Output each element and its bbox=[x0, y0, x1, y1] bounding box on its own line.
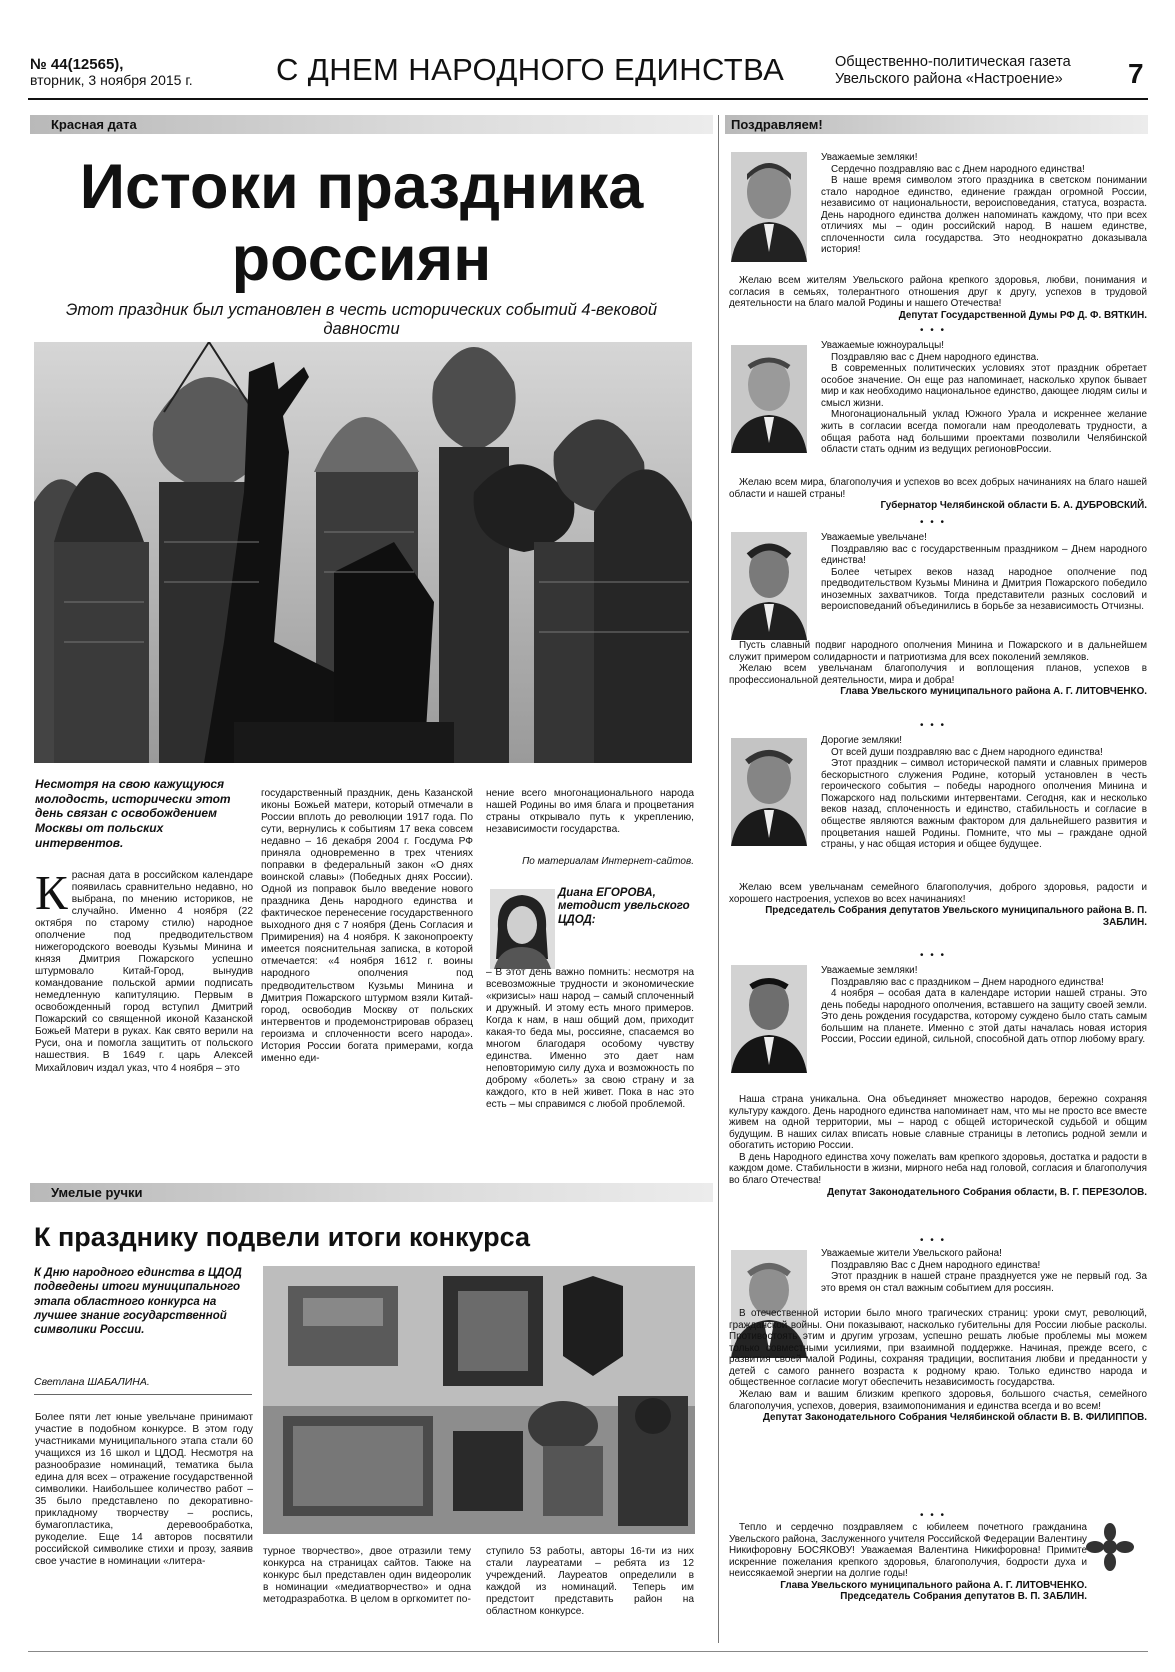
congrat-4-para: Этот праздник – символ исторической памяти и славных примеров бескорыстного служения Родине, который установлен в честь героического события – победы народного ополчения Минина и Пожарского над польскими интервентами. Сегодня, как и несколько веков назад, сплоченность и единство, стабильность и согласие в обществе являются важным фактором для дальнейшего развития и процветания нашей Родины. Помните, что мы – граждане одной страны, у нас общая история и общее будущее. bbox=[821, 758, 1147, 851]
congrat-4-signature: Председатель Собрания депутатов Увельского муниципального района В. П. ЗАБЛИН. bbox=[765, 905, 1147, 928]
congrat-6-para: Этот праздник в нашей стране празднуется уже не первый год. За это время он стал важным событием для россиян. bbox=[821, 1271, 1147, 1294]
congrat-5-para: Поздравляю вас с праздником – Днем народного единства! bbox=[831, 976, 1104, 988]
congrat-bosyakova-signature-1: Глава Увельского муниципального района А. Г. ЛИТОВЧЕНКО. bbox=[780, 1579, 1087, 1591]
separator-dots: • • • bbox=[920, 1510, 947, 1521]
congrat-3-wish bbox=[729, 640, 1147, 698]
congrat-1 bbox=[729, 152, 1147, 175]
congrat-6-salute: Уважаемые жители Увельского района! bbox=[821, 1248, 1002, 1259]
separator-dots: • • • bbox=[920, 517, 947, 528]
congrat-3-para: Желаю всем увельчанам благополучия и воплощения планов, успехов в профессиональной деятельности, мира и добра! bbox=[729, 663, 1147, 686]
author-quote: – В этот день важно помнить: несмотря на всевозможные трудности и экономические «кризисы» наш народ – самый сплоченный и дружный. И этому есть много примеров. Когда к нам, в наш общий дом, приходит какая-то беда мы, россияне, спасаемся во многом благодаря особому чувству единства. Именно это дает нам неповторимую силу духа и возможность по доброму «болеть» за свою страну и за каждого, кто в ней живет. Пока в нас это есть – мы справимся с любой проблемой. bbox=[486, 967, 694, 1111]
section-label-congrats: Поздравляем! bbox=[731, 117, 823, 132]
photo-saint-basils-cathedral bbox=[34, 342, 692, 763]
article-column-3: нение всего многонационального народа нашей Родины во имя блага и процветания страны открывало путь к укреплению, независимости государства. bbox=[486, 788, 694, 836]
paper-name-line1: Общественно-политическая газета bbox=[835, 54, 1071, 70]
congrat-bosyakova-signature-2: Председатель Собрания депутатов В. П. ЗАБЛИН. bbox=[840, 1591, 1087, 1603]
page-number: 7 bbox=[1128, 58, 1144, 89]
congrat-2-signature: Губернатор Челябинской области Б. А. ДУБРОВСКИЙ. bbox=[880, 500, 1147, 512]
congrat-4 bbox=[729, 735, 1147, 851]
article-lead: Несмотря на свою кажущуюся молодость, исторически этот день связан с освобождением Москвы от польских интервентов. bbox=[35, 777, 231, 850]
separator-dots: • • • bbox=[920, 950, 947, 961]
congrat-2-para: Многонациональный уклад Южного Урала и искреннее желание жить в согласии всегда помогали нам преодолевать трудности, а общая работа над большими проектами позволили Челябинской области стать одним из ведущих регионовРоссии. bbox=[821, 409, 1147, 456]
paper-name bbox=[835, 54, 1071, 88]
article2-headline: К празднику подвели итоги конкурса bbox=[34, 1222, 531, 1252]
congrat-5-wish bbox=[729, 1094, 1147, 1198]
issue-number: № 44(12565), bbox=[30, 56, 124, 73]
congrat-5-para: 4 ноября – особая дата в календаре истории нашей страны. Это день победы народного ополчения, вставшего на защиту своей земли. Это день рождения государства, которому суждено было стать самым большим на планете. Именно с этой даты началась новая история России, России единой, сильной, способной дать отпор любому врагу. bbox=[821, 988, 1147, 1046]
header-rule bbox=[28, 98, 1148, 100]
section-label-red-date: Красная дата bbox=[51, 117, 137, 132]
congrat-3-para: Поздравляю вас с государственным праздником – Днем народного единства! bbox=[821, 543, 1147, 567]
article2-column-1: Более пяти лет юные увельчане принимают участие в подобном конкурсе. В этом году участниками муниципального этапа стали 60 учащихся из 16 школ и ЦДОД. Несмотря на разнообразие номинаций, тематика была едина для всех – отражение государственной символики. Наибольшее количество работ – 35 было представлено по декоративно-прикладному творчеству – роспись, бумагопластика, деревообработка, рукоделие. Еще 14 авторов посвятили российской символике стихи и прозу, заявив свое участие в номинации «литера- bbox=[35, 1412, 253, 1568]
congrat-6-para: В отечественной истории было много трагических страниц: уроки смут, революций, гражданской войны. Они показывают, насколько губительны для России любые расколы. Противостоять этим и другим угрозам, успешно решать любые проблемы мы можем только совместными усилиями, при взаимной поддержке. Начиная, прежде всего, с развития своей малой Родины, сохраняя традиции, воспитания любви и преданности у детей с самого раннего возраста к родному краю. Только единство народа и общественное согласие могут обеспечить независимость государства. bbox=[729, 1308, 1147, 1389]
author-role: методист увельского ЦДОД: bbox=[558, 900, 690, 926]
issue-date: вторник, 3 ноября 2015 г. bbox=[30, 72, 193, 88]
article2-lead: К Дню народного единства в ЦДОД подведены итоги муниципального этапа областного конкурса на лучшее знание государственной символики России. bbox=[34, 1267, 242, 1336]
congrat-4-para: От всей души поздравляю вас с Днем народного единства! bbox=[831, 746, 1103, 758]
congrat-3-salute: Уважаемые увельчане! bbox=[821, 532, 927, 543]
article-subtitle: Этот праздник был установлен в честь исторических событий 4-вековой давности bbox=[65, 301, 658, 339]
congrat-4-wish bbox=[729, 882, 1147, 928]
congrat-2-wish bbox=[729, 477, 1147, 512]
congrat-2 bbox=[729, 340, 1147, 456]
congrat-2-para: Поздравляю вас с Днем народного единства. bbox=[831, 351, 1039, 363]
separator-dots: • • • bbox=[920, 1235, 947, 1246]
congrat-4-salute: Дорогие земляки! bbox=[821, 735, 903, 746]
congrat-1-para: Желаю всем жителям Увельского района крепкого здоровья, любви, понимания и согласия в семьях, толерантного отношения друг к другу, успехов в трудовой деятельности на благо малой Родины и нашего Отечества! bbox=[729, 275, 1147, 310]
congrat-2-para: В современных политических условиях этот праздник обретает особое значение. Он еще раз напоминает, насколько хрупок бывает мир и как необходимо национальное единство, дающее людям силы и смысл жизни. bbox=[821, 363, 1147, 409]
congrat-5 bbox=[729, 965, 1147, 1046]
congrat-6-para: Поздравляю Вас с Днем народного единства! bbox=[831, 1259, 1041, 1271]
separator-dots: • • • bbox=[920, 720, 947, 731]
article-column-1-text: расная дата в российском календаре появилась сравнительно недавно, но выбрана, по мнению историков, не случайно. Именно 4 ноября (22 октября по старому стилю) народное ополчение под предводительством нижегородского воеводы Кузьмы Минина и князя Дмитрия Пожарского успешно штурмовало Китай-Город, вынудив командование польской армии подписать немедленную капитуляцию. Первым в освобожденный город вступил Дмитрий Пожарский со священной иконой Казанской Божьей Матери в руках. Как свято верили на Руси, она и помогла защитить от польского нашествия. В 1649 г. царь Алексей Михайлович издал указ, что 4 ноября – это bbox=[35, 870, 253, 1074]
drop-cap: К bbox=[35, 865, 68, 920]
congrat-6 bbox=[729, 1248, 1147, 1294]
congrat-5-salute: Уважаемые земляки! bbox=[821, 965, 918, 976]
page-title: С ДНЕМ НАРОДНОГО ЕДИНСТВА bbox=[276, 52, 785, 87]
congrat-bosyakova bbox=[729, 1522, 1147, 1603]
congrat-2-salute: Уважаемые южноуральцы! bbox=[821, 340, 945, 351]
congrat-1-signature: Депутат Государственной Думы РФ Д. Ф. ВЯТКИН. bbox=[898, 309, 1147, 321]
article-headline bbox=[34, 152, 689, 296]
congrat-1-body bbox=[729, 175, 1147, 256]
congrat-2-para: Желаю всем мира, благополучия и успехов во всех добрых начинаниях на благо нашей области и нашей страны! bbox=[729, 477, 1147, 500]
article2-byline: Светлана ШАБАЛИНА. bbox=[34, 1376, 150, 1388]
congrat-5-para: Наша страна уникальна. Она объединяет множество народов, бережно сохраняя культуру каждого. День народного единства напоминает нам, что мы не просто все вместе живем на одной территории, мы – народ с общей исторической судьбой и общим будущим. В наших силах вписать новые славные страницы в летопись родной земли и обогатить историю России. bbox=[729, 1094, 1147, 1152]
congrat-3 bbox=[729, 532, 1147, 613]
author-name: Диана ЕГОРОВА, bbox=[558, 887, 656, 899]
congrat-5-signature: Депутат Законодательного Собрания области, В. Г. ПЕРЕЗОЛОВ. bbox=[827, 1186, 1147, 1198]
separator-dots: • • • bbox=[920, 325, 947, 336]
headline-line1: Истоки праздника bbox=[79, 152, 644, 222]
byline-rule bbox=[34, 1394, 252, 1395]
congrat-5-para: В день Народного единства хочу пожелать вам крепкого здоровья, достатка и радости в каждом доме. Стабильности в жизни, мирного неба над головой, согласия и благополучия во благо Отечества! bbox=[729, 1151, 1147, 1187]
congrat-4-para: Желаю всем увельчанам семейного благополучия, доброго здоровья, радости и хорошего настроения, успехов во всех начинаниях! bbox=[729, 882, 1147, 905]
author-block bbox=[558, 887, 698, 927]
article2-column-3: ступило 53 работы, авторы 16-ти из них стали лауреатами – ребята из 12 учреждений. Лауреатов определили в каждой из номинаций. Теперь им предстоит представить район на областном конкурсе. bbox=[486, 1546, 694, 1618]
congrat-6-signature: Депутат Законодательного Собрания Челябинской области В. В. ФИЛИППОВ. bbox=[762, 1412, 1147, 1424]
article2-column-2: турное творчество», двое отразили тему конкурса на страницах сайтов. Также на конкурс был представлен один видеоролик в номинации «медиатворчество» и одна методразработка. В целом в оргкомитет по- bbox=[263, 1546, 471, 1606]
congrat-3-para: Пусть славный подвиг народного ополчения Минина и Пожарского и в дальнейшем служит примером солидарности и патриотизма для всех поколений земляков. bbox=[729, 640, 1147, 663]
footer-rule bbox=[28, 1651, 1148, 1652]
section-label-skillful-hands: Умелые ручки bbox=[51, 1185, 143, 1200]
congrat-6-body bbox=[729, 1308, 1147, 1424]
paper-name-line2: Увельского района «Настроение» bbox=[835, 70, 1063, 87]
article-column-1 bbox=[35, 865, 253, 1075]
article-column-2: государственный праздник, день Казанской иконы Божьей матери, который отмечали в России вплоть до революции 1917 года. По сути, вернулись к событиям 17 века совсем недавно – 16 декабря 2004 г. Госдума РФ приняла одновременно в трех чтениях поправки в федеральный закон «О днях воинской славы» (Победных днях России). Одной из поправок было введение нового праздника День народного единства и фактическое перенесение государственного выходного дня с 7 ноября (День Согласия и Примирения) на 4 ноября. К законопроекту имеется пояснительная записка, в которой отмечается: «4 ноября 1612 г. воины народного ополчения под предводительством Кузьмы Минина и Дмитрия Пожарского штурмом взяли Китай-город, освободив Москву от польских интервентов и продемонстрировав образец героизма и сплоченности всего народа». История России богата примерами, когда именно еди- bbox=[261, 788, 473, 1064]
congrat-1-wish bbox=[729, 275, 1147, 321]
article-source: По материалам Интернет-сайтов. bbox=[522, 856, 694, 867]
congrat-6-para: Желаю вам и вашим близким крепкого здоровья, большого счастья, семейного благополучия, успехов, доверия, взаимопонимания и единства всегда и во всем! bbox=[729, 1389, 1147, 1412]
congrat-1-para: В наше время символом этого праздника в светском понимании стало народное единство, единение граждан огромной России, независимо от национальности, вероисповедания, статуса, возраста. День народного единства должен напоминать каждому, что при всех отличиях мы – один российский народ. В нашем единстве, сплоченности сила государства. Это неоднократно доказывала история! bbox=[821, 175, 1147, 256]
congrat-bosyakova-text: Тепло и сердечно поздравляем с юбилеем почетного гражданина Увельского района, Заслуженного учителя Российской Федерации Валентину Никифоровну БОСЯКОВУ! Уважаемая Валентина Никифоровна! Примите искренние пожелания крепкого здоровья, благополучия, бодрости духа и неиссякаемой энергии на долгие годы! bbox=[729, 1522, 1087, 1580]
congrat-1-salute: Уважаемые земляки! bbox=[821, 152, 918, 163]
congrat-1-para: Сердечно поздравляю вас с Днем народного единства! bbox=[831, 163, 1085, 175]
headline-line2: россиян bbox=[231, 223, 492, 294]
photo-contest-exhibition bbox=[263, 1266, 695, 1534]
photo-diana-egorova bbox=[490, 889, 555, 969]
column-divider bbox=[718, 115, 719, 1643]
congrat-3-para: Более четырех веков назад народное ополчение под предводительством Кузьмы Минина и Дмитрия Пожарского победило иноземных захватчиков. Тогда представители разных сословий и вероисповеданий объединились в борьбе за независимость Отчизны. bbox=[821, 566, 1147, 613]
congrat-3-signature: Глава Увельского муниципального района А. Г. ЛИТОВЧЕНКО. bbox=[840, 686, 1147, 698]
